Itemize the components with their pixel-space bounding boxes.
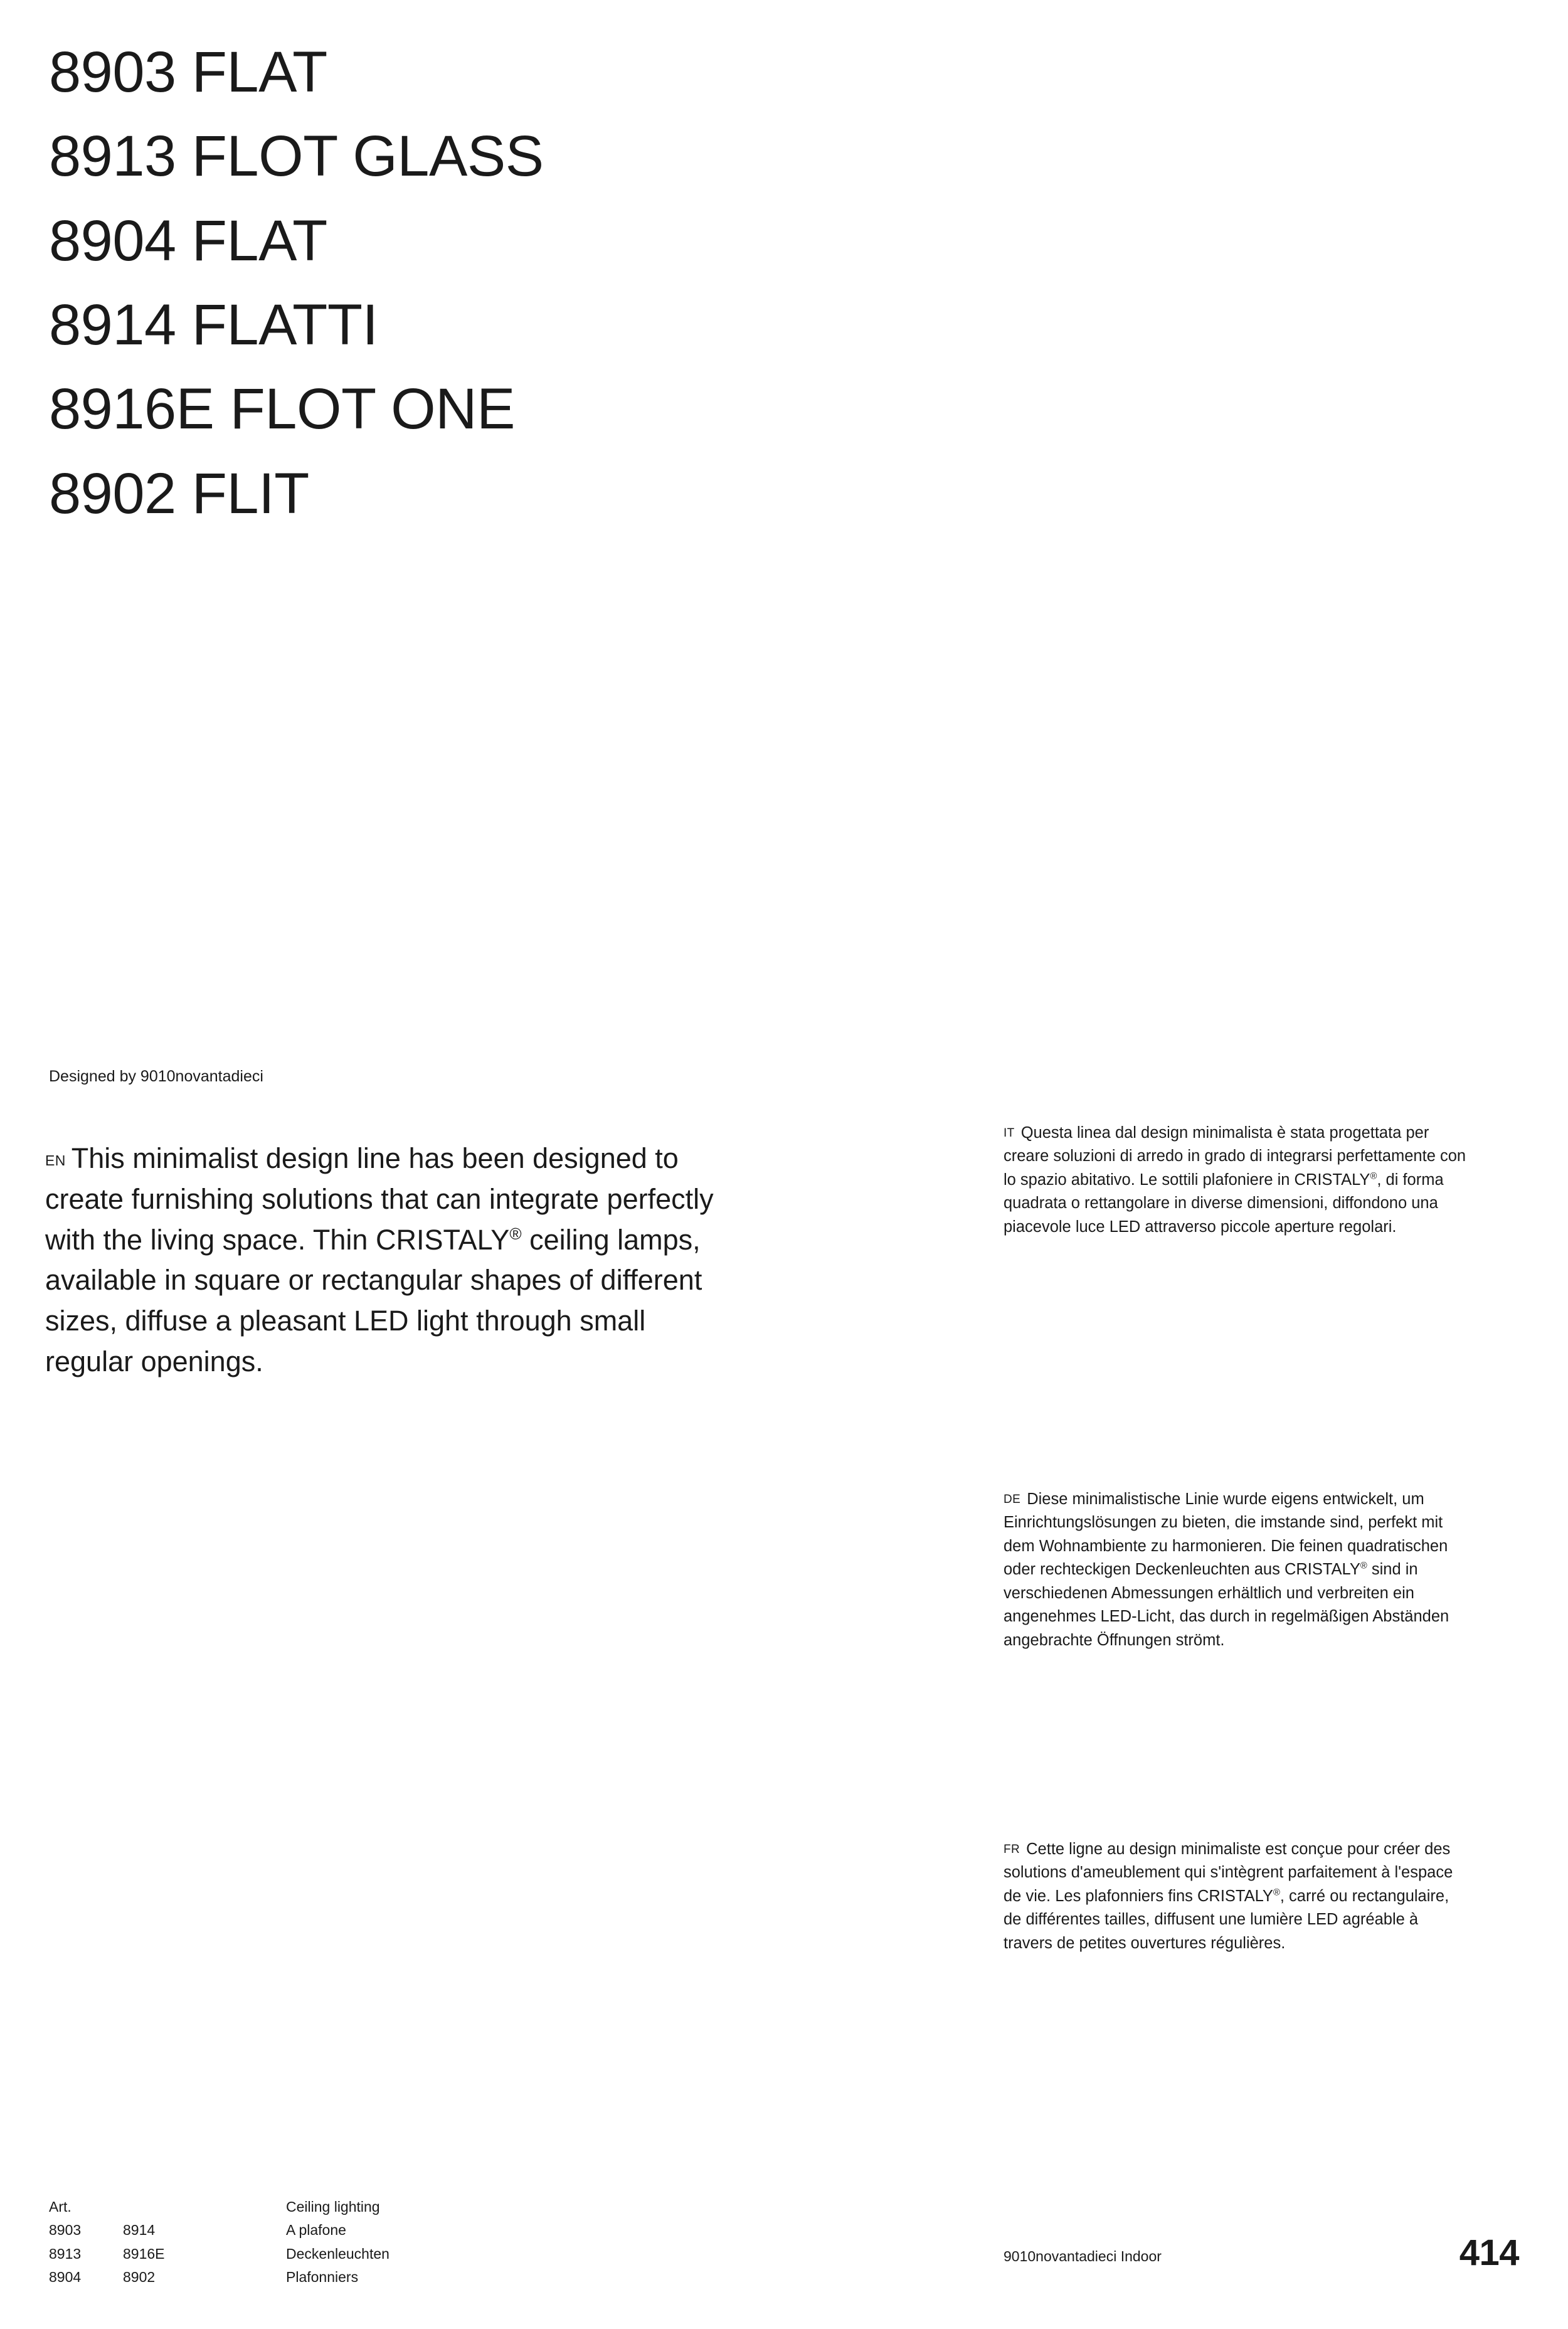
art-code: 8904 (49, 2268, 82, 2285)
description-en-part2: ceiling lamps, available in square or rectangular shapes of different sizes, diffuse a pleasant LED light through small regular openings. (45, 1223, 702, 1377)
art-code: 8916E (123, 2245, 165, 2262)
description-en-part1: This minimalist design line has been designed to create furnishing solutions that can integrate perfectly with the living space. Thin CRISTALY (45, 1142, 714, 1256)
art-code: 8902 (123, 2268, 156, 2285)
product-title-line: 8916E FLOT ONE (49, 377, 515, 442)
brand-label: 9010novantadieci Indoor (1004, 2248, 1162, 2264)
category-line: Deckenleuchten (286, 2245, 389, 2262)
registered-mark-icon: ® (1370, 1171, 1377, 1182)
table-row (49, 2219, 389, 2242)
description-de-part1: Diese minimalistische Linie wurde eigens entwickelt, um Einrichtungslösungen zu bieten, die imstande sind, perfekt mit dem Wohnambiente zu harmonieren. Die feinen quadratischen oder rechteckigen Deckenleuchten aus CRISTALY (1004, 1490, 1448, 1579)
product-title-line: 8914 FLATTI (49, 292, 378, 357)
product-title-line: 8913 FLOT GLASS (49, 124, 544, 189)
table-row (49, 2266, 389, 2289)
product-title-line: 8902 FLIT (49, 461, 309, 526)
description-en-text (45, 1138, 716, 1382)
designer-credit: Designed by 9010novantadieci (49, 1068, 263, 1085)
category-line: A plafone (286, 2222, 346, 2239)
description-de-part2: sind in verschiedenen Abmessungen erhältlich und verbreiten ein angenehmes LED-Licht, das durch in regelmäßigen Abständen angebrachte Öffnungen strömt. (1004, 1561, 1449, 1649)
article-code-table (49, 2195, 389, 2289)
table-row (49, 2195, 389, 2219)
page-footer (0, 2195, 1568, 2283)
registered-mark-icon: ® (1273, 1887, 1280, 1898)
table-row (49, 2242, 389, 2266)
art-code: 8913 (49, 2245, 82, 2262)
description-it-part2: , di forma quadrata o rettangolare in diverse dimensioni, diffondono una piacevole luce LED attraverso piccole aperture regolari. (1004, 1170, 1444, 1236)
description-fr-part2: , carré ou rectangulaire, de différentes tailles, diffusent une lumière LED agréable à travers de petites ouvertures régulières. (1004, 1887, 1449, 1952)
description-fr-part1: Cette ligne au design minimaliste est conçue pour créer des solutions d'ameublement qui s'intègrent parfaitement à l'espace de vie. Les plafonniers fins CRISTALY (1004, 1840, 1453, 1905)
description-it-part1: Questa linea dal design minimalista è stata progettata per creare soluzioni di arredo in grado di integrarsi perfettamente con lo spazio abitativo. Le sottili plafoniere in CRISTALY (1004, 1124, 1466, 1189)
product-title-list (49, 30, 990, 536)
category-line: Ceiling lighting (286, 2199, 380, 2215)
registered-mark-icon: ® (1360, 1561, 1367, 1571)
description-de (1004, 1488, 1468, 1652)
language-tag-fr: FR (1004, 1843, 1020, 1856)
art-code: 8903 (49, 2222, 82, 2239)
category-line: Plafonniers (286, 2268, 359, 2285)
page-number: 414 (1459, 2232, 1519, 2273)
art-code: 8914 (123, 2222, 156, 2239)
language-tag-it: IT (1004, 1127, 1015, 1140)
description-fr (1004, 1838, 1468, 1955)
description-en (45, 1110, 716, 1411)
art-label: Art. (49, 2199, 72, 2215)
registered-mark-icon: ® (509, 1224, 522, 1243)
language-tag-de: DE (1004, 1493, 1021, 1506)
description-it (1004, 1122, 1468, 1239)
product-title-line: 8903 FLAT (49, 40, 327, 104)
product-title-line: 8904 FLAT (49, 208, 327, 273)
language-tag-en: EN (45, 1152, 66, 1169)
